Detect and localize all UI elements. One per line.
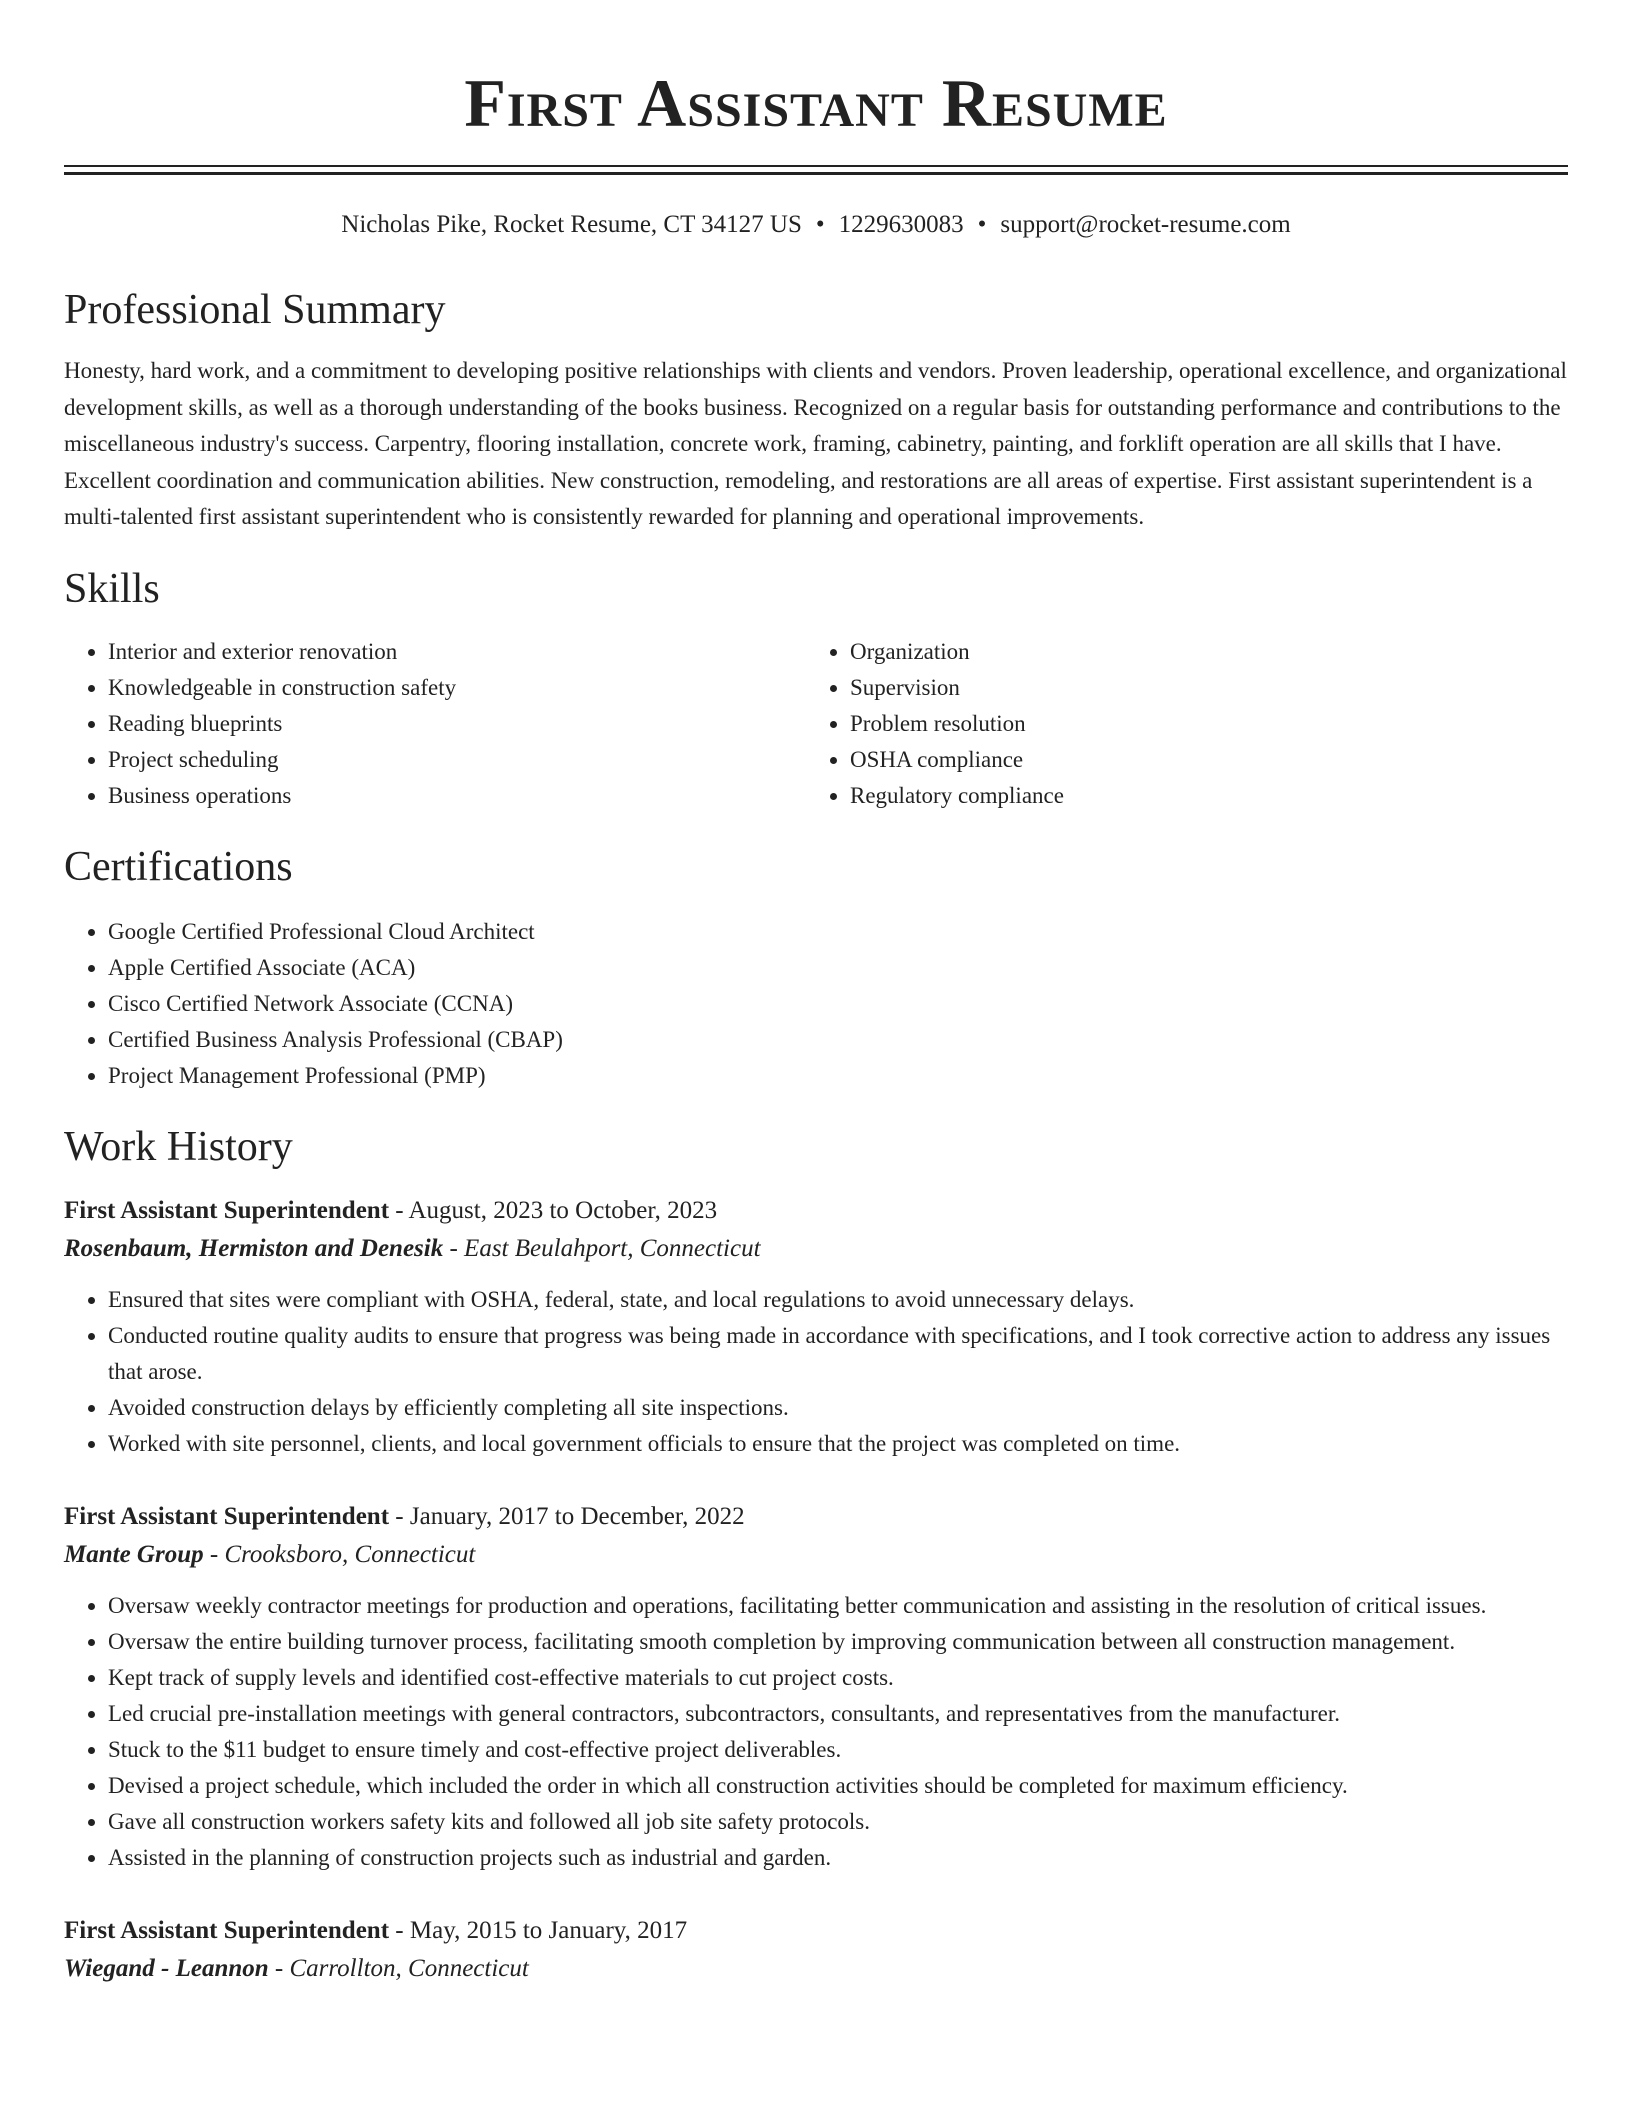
skill-item: • Regulatory compliance <box>850 778 1548 814</box>
job-duty: • Led crucial pre-installation meetings with general contractors, subcontractors, consultants, and representatives from the manufacturer. <box>108 1696 1568 1732</box>
job-dates: - May, 2015 to January, 2017 <box>389 1916 688 1944</box>
skills-list-left <box>64 634 806 814</box>
job-employer-line <box>64 1230 1568 1268</box>
skill-item: • Supervision <box>850 670 1548 706</box>
job-duties-list <box>64 1588 1568 1876</box>
job-duty: • Devised a project schedule, which included the order in which all construction activities should be completed for maximum efficiency. <box>108 1768 1568 1804</box>
skills-grid <box>64 634 1568 814</box>
job-employer-line <box>64 1536 1568 1574</box>
skills-column-left <box>64 634 806 814</box>
job-duty: • Worked with site personnel, clients, and local government officials to ensure that the project was completed on time. <box>108 1426 1568 1462</box>
skill-item: • Business operations <box>108 778 806 814</box>
job-entry <box>64 1192 1568 1462</box>
job-header <box>64 1912 1568 1950</box>
title-double-rule <box>64 165 1568 175</box>
job-duty: • Kept track of supply levels and identified cost-effective materials to cut project costs. <box>108 1660 1568 1696</box>
job-duty: • Stuck to the $11 budget to ensure timely and cost-effective project deliverables. <box>108 1732 1568 1768</box>
section-heading-work-history: Work History <box>64 1123 293 1170</box>
job-entry <box>64 1912 1568 1988</box>
skill-item: • Project scheduling <box>108 742 806 778</box>
job-entry <box>64 1498 1568 1876</box>
job-title: First Assistant Superintendent <box>64 1502 390 1530</box>
contact-separator: • <box>977 211 987 238</box>
job-duty: • Oversaw the entire building turnover process, facilitating smooth completion by improving communication between all construction management. <box>108 1624 1568 1660</box>
certification-item: • Certified Business Analysis Professional (CBAP) <box>108 1022 1568 1058</box>
job-duty: • Oversaw weekly contractor meetings for production and operations, facilitating better communication and assisting in the resolution of critical issues. <box>108 1588 1568 1624</box>
certification-item: • Google Certified Professional Cloud Architect <box>108 914 1568 950</box>
certification-item: • Project Management Professional (PMP) <box>108 1058 1568 1094</box>
job-header <box>64 1498 1568 1536</box>
skill-item: • OSHA compliance <box>850 742 1548 778</box>
contact-phone: 1229630083 <box>838 211 964 238</box>
section-heading-certifications: Certifications <box>64 843 293 890</box>
skill-item: • Knowledgeable in construction safety <box>108 670 806 706</box>
certification-item: • Apple Certified Associate (ACA) <box>108 950 1568 986</box>
contact-email: support@rocket-resume.com <box>1000 211 1291 238</box>
job-duties-list <box>64 1282 1568 1462</box>
job-duty: • Assisted in the planning of construction projects such as industrial and garden. <box>108 1840 1568 1876</box>
job-header <box>64 1192 1568 1230</box>
skill-item: • Reading blueprints <box>108 706 806 742</box>
document-title: First Assistant Resume <box>464 65 1168 141</box>
job-location: - Carrollton, Connecticut <box>268 1954 529 1982</box>
certifications-list <box>64 914 1568 1094</box>
job-duty: • Conducted routine quality audits to ensure that progress was being made in accordance with specifications, and I took corrective action to address any issues that arose. <box>108 1318 1568 1390</box>
job-location: - Crooksboro, Connecticut <box>203 1540 476 1568</box>
job-duty: • Ensured that sites were compliant with OSHA, federal, state, and local regulations to avoid unnecessary delays. <box>108 1282 1568 1318</box>
certification-item: • Cisco Certified Network Associate (CCNA) <box>108 986 1568 1022</box>
skills-column-right <box>806 634 1548 814</box>
job-dates: - August, 2023 to October, 2023 <box>389 1196 718 1224</box>
skill-item: • Organization <box>850 634 1548 670</box>
job-company: Mante Group <box>64 1540 204 1568</box>
summary-text: Honesty, hard work, and a commitment to developing positive relationships with clients and vendors. Proven leadership, operational excellence, and organizational development skills, as well as a thorough understanding of the books business. Recognized on a regular basis for outstanding performance and contributions to the miscellaneous industry's success. Carpentry, flooring installation, concrete work, framing, cabinetry, painting, and forklift operation are all skills that I have. Excellent coordination and communication abilities. New construction, remodeling, and restorations are all areas of expertise. First assistant superintendent is a multi-talented first assistant superintendent who is consistently rewarded for planning and operational improvements. <box>64 358 1567 529</box>
job-dates: - January, 2017 to December, 2022 <box>389 1502 745 1530</box>
section-heading-summary: Professional Summary <box>64 287 446 333</box>
skills-list-right <box>806 634 1548 814</box>
job-duty: • Avoided construction delays by efficiently completing all site inspections. <box>108 1390 1568 1426</box>
section-heading-skills: Skills <box>64 565 160 612</box>
contact-line <box>64 207 1568 243</box>
skill-item: • Problem resolution <box>850 706 1548 742</box>
contact-separator: • <box>815 211 825 238</box>
contact-address: Nicholas Pike, Rocket Resume, CT 34127 US <box>341 211 802 238</box>
job-duty: • Gave all construction workers safety kits and followed all job site safety protocols. <box>108 1804 1568 1840</box>
resume-page <box>64 0 1568 1988</box>
skill-item: • Interior and exterior renovation <box>108 634 806 670</box>
job-employer-line <box>64 1950 1568 1988</box>
job-company: Rosenbaum, Hermiston and Denesik <box>64 1234 444 1262</box>
job-company: Wiegand - Leannon <box>64 1954 269 1982</box>
job-title: First Assistant Superintendent <box>64 1916 390 1944</box>
job-location: - East Beulahport, Connecticut <box>443 1234 761 1262</box>
job-title: First Assistant Superintendent <box>64 1196 390 1224</box>
